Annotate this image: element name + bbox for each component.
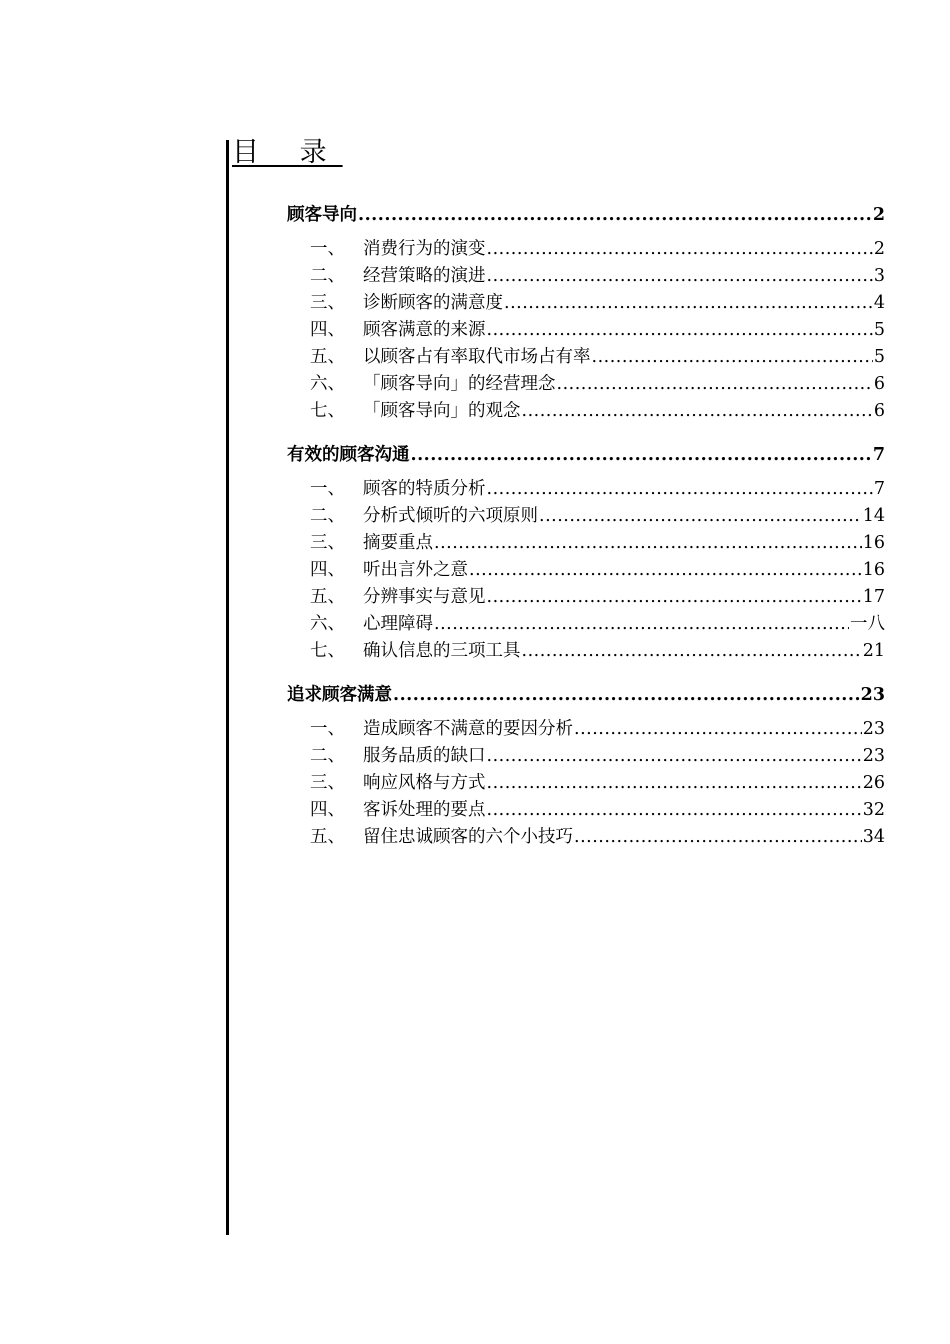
entry-page-number: 16 <box>862 533 885 553</box>
entry-title: 分析式倾听的六项原则 <box>363 506 538 526</box>
entry-page-number: 6 <box>873 401 885 421</box>
toc-entry[interactable] <box>287 557 885 584</box>
entry-number: 二、 <box>310 266 345 286</box>
toc-entry[interactable] <box>287 716 885 743</box>
entry-number: 七、 <box>310 641 345 661</box>
dot-leader <box>557 371 873 398</box>
toc-section <box>287 439 885 665</box>
dot-leader <box>487 476 873 503</box>
entry-title: 顾客满意的来源 <box>363 320 486 340</box>
entry-number: 六、 <box>310 374 345 394</box>
entry-page-number: 3 <box>873 266 885 286</box>
toc-entry[interactable] <box>287 611 885 638</box>
entry-title: 心理障碍 <box>363 614 433 634</box>
dot-leader <box>487 743 862 770</box>
entry-title: 客诉处理的要点 <box>363 800 486 820</box>
entry-page-number: 2 <box>873 239 885 259</box>
toc-entry[interactable] <box>287 824 885 851</box>
toc-entry[interactable] <box>287 638 885 665</box>
section-title: 追求顾客满意 <box>287 685 392 705</box>
entry-title: 听出言外之意 <box>363 560 468 580</box>
entry-title: 留住忠诚顾客的六个小技巧 <box>363 827 573 847</box>
entry-page-number: 一八 <box>850 614 885 634</box>
entry-number: 五、 <box>310 587 345 607</box>
dot-leader <box>487 797 862 824</box>
entry-number: 六、 <box>310 614 345 634</box>
dot-leader <box>487 317 873 344</box>
entry-title: 消费行为的演变 <box>363 239 486 259</box>
toc-entry[interactable] <box>287 290 885 317</box>
section-title: 有效的顾客沟通 <box>287 445 410 465</box>
entry-number: 五、 <box>310 347 345 367</box>
toc-section-heading[interactable] <box>287 679 885 712</box>
entry-number: 二、 <box>310 506 345 526</box>
section-page-number: 23 <box>860 685 885 705</box>
dot-leader <box>434 530 862 557</box>
entry-title: 造成顾客不满意的要因分析 <box>363 719 573 739</box>
entry-title: 经营策略的演进 <box>363 266 486 286</box>
entry-title: 摘要重点 <box>363 533 433 553</box>
entry-page-number: 14 <box>862 506 885 526</box>
entry-number: 二、 <box>310 746 345 766</box>
toc-entry[interactable] <box>287 344 885 371</box>
entry-number: 五、 <box>310 827 345 847</box>
entry-number: 一、 <box>310 239 345 259</box>
entry-page-number: 7 <box>873 479 885 499</box>
toc-entry[interactable] <box>287 743 885 770</box>
dot-leader <box>574 716 862 743</box>
toc-section-heading[interactable] <box>287 199 885 232</box>
toc-section <box>287 199 885 425</box>
entry-page-number: 5 <box>873 347 885 367</box>
toc-entry[interactable] <box>287 398 885 425</box>
dot-leader <box>504 290 873 317</box>
toc-section <box>287 679 885 851</box>
dot-leader <box>487 584 862 611</box>
section-page-number: 2 <box>872 205 885 225</box>
entry-page-number: 16 <box>862 560 885 580</box>
toc-entry[interactable] <box>287 797 885 824</box>
entry-page-number: 34 <box>862 827 885 847</box>
entry-page-number: 6 <box>873 374 885 394</box>
entry-title: 以顾客占有率取代市场占有率 <box>363 347 591 367</box>
entry-title: 确认信息的三项工具 <box>363 641 521 661</box>
entry-page-number: 23 <box>862 746 885 766</box>
toc-entry[interactable] <box>287 371 885 398</box>
toc-entry[interactable] <box>287 263 885 290</box>
entry-number: 一、 <box>310 719 345 739</box>
entry-page-number: 4 <box>873 293 885 313</box>
entry-number: 三、 <box>310 293 345 313</box>
entry-page-number: 17 <box>862 587 885 607</box>
entry-page-number: 23 <box>862 719 885 739</box>
toc-entry[interactable] <box>287 584 885 611</box>
dot-leader <box>487 236 873 263</box>
entry-title: 响应风格与方式 <box>363 773 486 793</box>
dot-leader <box>522 398 873 425</box>
entry-title: 「顾客导向」的经营理念 <box>363 374 556 394</box>
entry-title: 服务品质的缺口 <box>363 746 486 766</box>
toc-entry[interactable] <box>287 503 885 530</box>
dot-leader <box>393 679 860 712</box>
toc-section-heading[interactable] <box>287 439 885 472</box>
entry-page-number: 5 <box>873 320 885 340</box>
entry-number: 三、 <box>310 533 345 553</box>
toc-entry[interactable] <box>287 530 885 557</box>
entry-number: 七、 <box>310 401 345 421</box>
entry-page-number: 21 <box>862 641 885 661</box>
toc-entry[interactable] <box>287 317 885 344</box>
entry-number: 四、 <box>310 320 345 340</box>
dot-leader <box>487 770 862 797</box>
entry-number: 四、 <box>310 560 345 580</box>
dot-leader <box>358 199 872 232</box>
toc-entry[interactable] <box>287 236 885 263</box>
entry-title: 诊断顾客的满意度 <box>363 293 503 313</box>
entry-title: 分辨事实与意见 <box>363 587 486 607</box>
section-page-number: 7 <box>872 445 885 465</box>
entry-title: 顾客的特质分析 <box>363 479 486 499</box>
dot-leader <box>434 611 849 638</box>
dot-leader <box>411 439 872 472</box>
toc-entry[interactable] <box>287 476 885 503</box>
table-of-contents <box>287 199 885 865</box>
dot-leader <box>592 344 873 371</box>
toc-title: 目 录 <box>232 137 343 168</box>
entry-page-number: 32 <box>862 800 885 820</box>
entry-number: 四、 <box>310 800 345 820</box>
entry-page-number: 26 <box>862 773 885 793</box>
dot-leader <box>574 824 862 851</box>
dot-leader <box>522 638 862 665</box>
entry-number: 一、 <box>310 479 345 499</box>
section-title: 顾客导向 <box>287 205 357 225</box>
entry-number: 三、 <box>310 773 345 793</box>
dot-leader <box>539 503 862 530</box>
entry-title: 「顾客导向」的观念 <box>363 401 521 421</box>
margin-rule <box>226 140 229 1235</box>
dot-leader <box>469 557 862 584</box>
toc-entry[interactable] <box>287 770 885 797</box>
dot-leader <box>487 263 873 290</box>
